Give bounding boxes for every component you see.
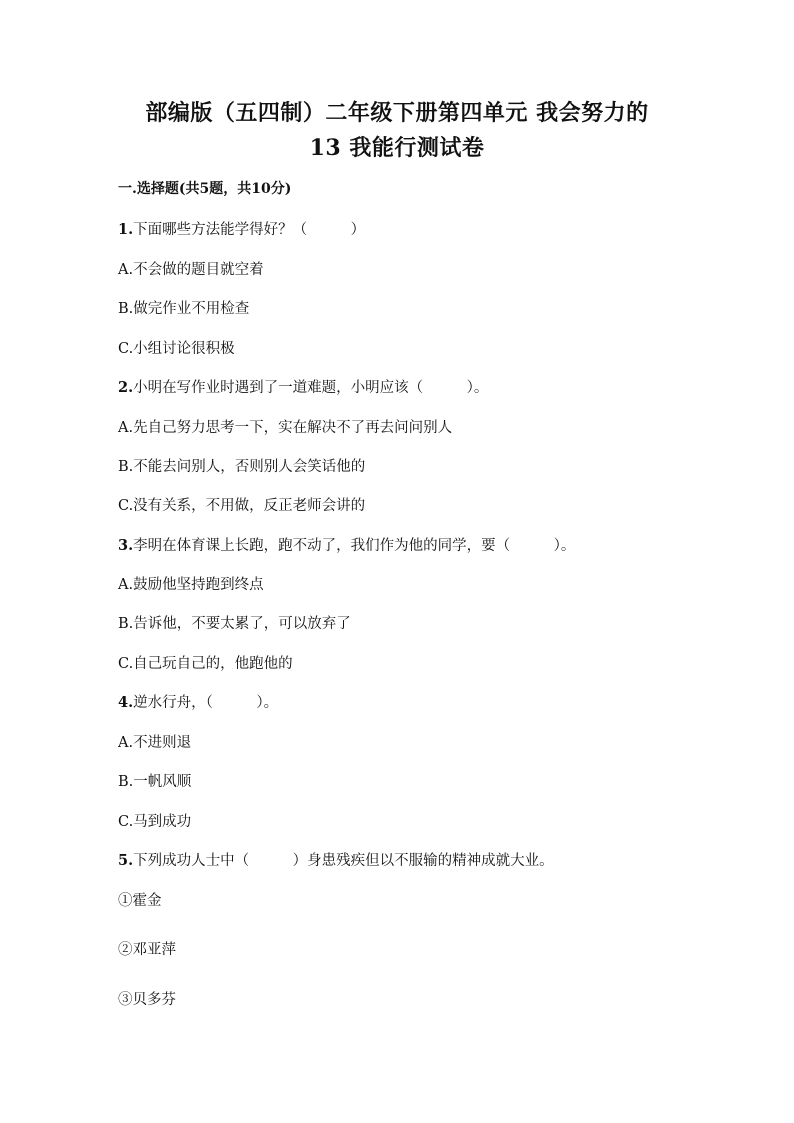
question-5-option-1[interactable]: ①霍金 (118, 893, 162, 909)
question-5-option-3[interactable]: ③贝多芬 (118, 992, 176, 1008)
question-1-option-a[interactable]: A.不会做的题目就空着 (118, 262, 264, 278)
question-number: 1. (118, 221, 134, 238)
exam-title-line-1: 部编版（五四制）二年级下册第四单元 我会努力的 (145, 100, 649, 126)
question-4 (118, 691, 278, 712)
question-number: 3. (118, 537, 134, 554)
question-stem: 逆水行舟，（ ）。 (133, 695, 279, 711)
question-number: 2. (118, 379, 134, 396)
question-number: 5. (118, 852, 134, 869)
question-2-option-c[interactable]: C.没有关系，不用做，反正老师会讲的 (118, 498, 366, 514)
question-3-option-b[interactable]: B.告诉他，不要太累了，可以放弃了 (118, 616, 351, 632)
question-stem: 下列成功人士中（ ）身患残疾但以不服输的精神成就大业。 (133, 853, 554, 869)
question-stem: 李明在体育课上长跑，跑不动了，我们作为他的同学，要（ ）。 (133, 538, 576, 554)
exam-title-line-2: 13 我能行测试卷 (309, 135, 485, 161)
question-stem: 下面哪些方法能学得好？（ ） (133, 222, 366, 238)
question-3-option-c[interactable]: C.自己玩自己的，他跑他的 (118, 656, 293, 672)
question-3-option-a[interactable]: A.鼓励他坚持跑到终点 (118, 577, 264, 593)
question-number: 4. (118, 694, 134, 711)
question-2-option-a[interactable]: A.先自己努力思考一下，实在解决不了再去问问别人 (118, 420, 453, 436)
question-3 (118, 534, 575, 555)
question-5 (118, 849, 554, 870)
question-4-option-c[interactable]: C.马到成功 (118, 814, 192, 830)
question-2-option-b[interactable]: B.不能去问别人，否则别人会笑话他的 (118, 459, 366, 475)
question-stem: 小明在写作业时遇到了一道难题，小明应该（ ）。 (133, 380, 489, 396)
question-4-option-b[interactable]: B.一帆风顺 (118, 774, 192, 790)
question-5-option-2[interactable]: ②邓亚萍 (118, 942, 176, 958)
question-1-option-c[interactable]: C.小组讨论很积极 (118, 341, 235, 357)
section-heading: 一.选择题(共5题，共10分) (118, 181, 292, 197)
question-1-option-b[interactable]: B.做完作业不用检查 (118, 301, 250, 317)
question-1 (118, 218, 365, 239)
question-4-option-a[interactable]: A.不进则退 (118, 735, 192, 751)
question-2 (118, 376, 488, 397)
